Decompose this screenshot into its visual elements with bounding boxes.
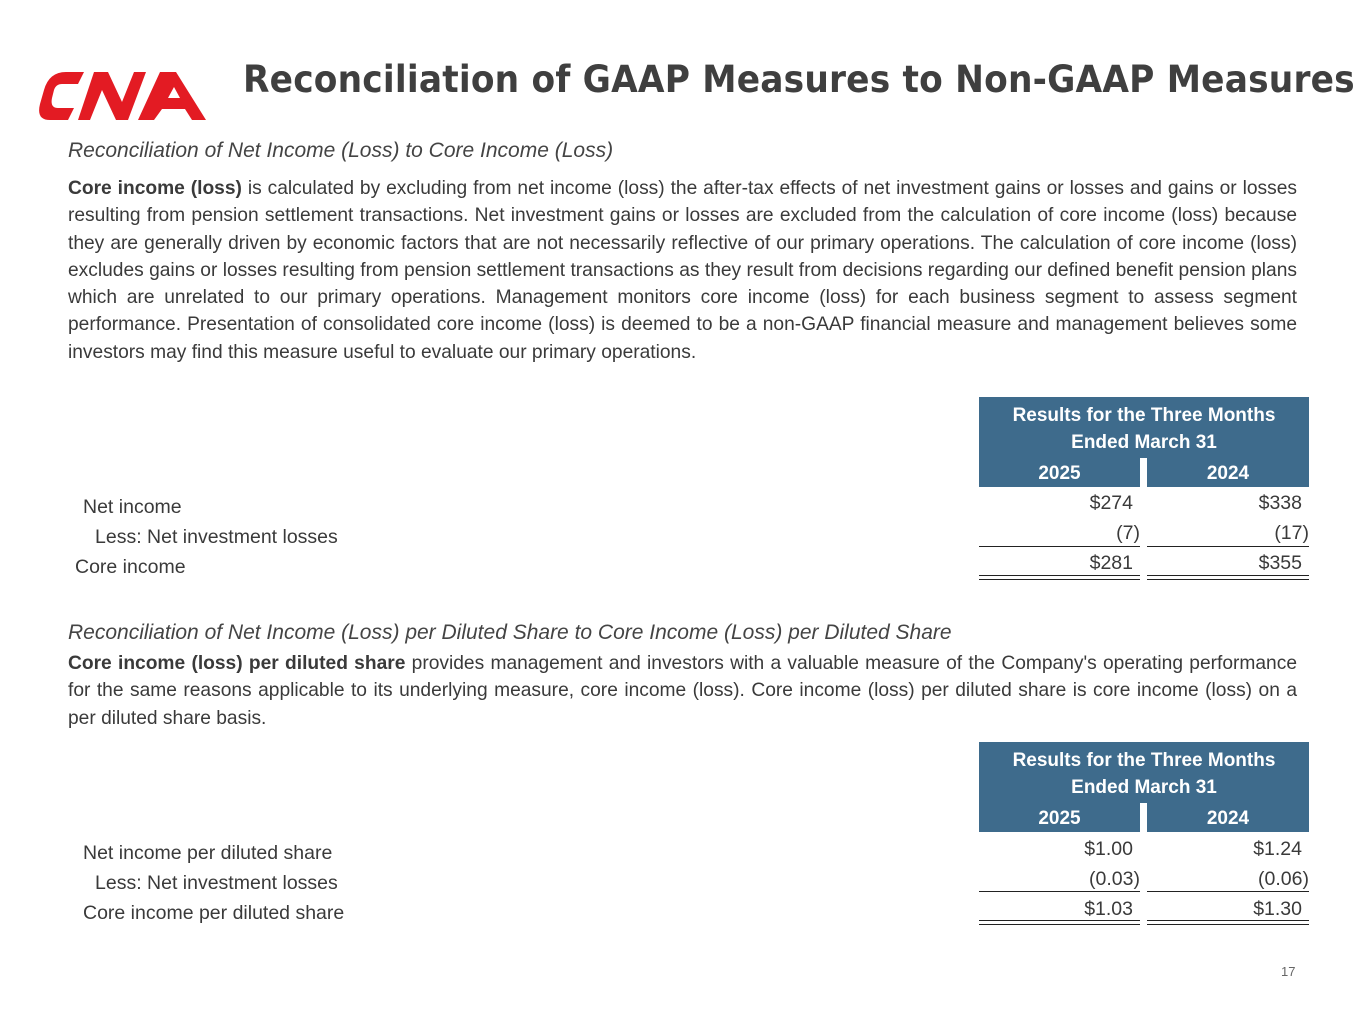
table2-header-line1: Results for the Three Months (1012, 750, 1276, 771)
section2-body: provides management and investors with a valuable measure of the Company's operating performance for the same reasons applicable to its underlying measure, core income (loss). Core income (loss) per diluted share is core income (loss) on a per diluted share basis. (68, 653, 1297, 729)
table2-value: $1.03 (1084, 898, 1133, 920)
table2-value: (0.03) (1089, 868, 1140, 890)
table1-year-2025: 2025 (979, 458, 1140, 487)
table1-double-underline (1147, 575, 1309, 580)
table2-underline (979, 891, 1140, 892)
table1-year-2024: 2024 (1147, 458, 1309, 487)
table1-value: $274 (1089, 492, 1133, 514)
table1-value: $281 (1089, 552, 1133, 574)
section2-bold-lead: Core income (loss) per diluted share (68, 653, 406, 674)
table1-row-label: Net income (83, 496, 182, 518)
table2-row-label: Net income per diluted share (83, 842, 333, 864)
table2-row-label: Less: Net investment losses (95, 872, 338, 894)
section1-body: is calculated by excluding from net income (loss) the after-tax effects of net investment gains or losses and gains or losses resulting from pension settlement transactions. Net investment gains or losses are excluded from the calculation of core income (loss) because they are generally driven by economic factors that are not necessarily reflective of our primary operations. The calculation of core income (loss) excludes gains or losses resulting from pension settlement transactions as they result from decisions regarding our defined benefit pension plans which are unrelated to our primary operations. Management monitors core income (loss) for each business segment to assess segment performance. Presentation of consolidated core income (loss) is deemed to be a non-GAAP financial measure and management believes some investors may find this measure useful to evaluate our primary operations. (68, 178, 1297, 363)
table1-header (979, 397, 1309, 458)
table2-value: $1.30 (1253, 898, 1302, 920)
table1-value: (17) (1274, 522, 1309, 544)
table2-double-underline (1147, 920, 1309, 925)
table1-header-line1: Results for the Three Months (1012, 405, 1276, 426)
table1-double-underline (979, 575, 1140, 580)
section1-bold-lead: Core income (loss) (68, 178, 242, 199)
table1-header-line2: Ended March 31 (1071, 432, 1217, 453)
section1-paragraph (68, 175, 1297, 366)
table2-value: $1.24 (1253, 838, 1302, 860)
table2-header-line2: Ended March 31 (1071, 777, 1217, 798)
section2-paragraph (68, 650, 1297, 732)
cna-logo (38, 68, 208, 124)
table1-underline (1147, 546, 1309, 547)
table1-row-label: Core income (75, 556, 186, 578)
table2-year-2024: 2024 (1147, 803, 1309, 832)
page-title: Reconciliation of GAAP Measures to Non-GAAP Measures (243, 58, 1355, 101)
section2-heading: Reconciliation of Net Income (Loss) per Diluted Share to Core Income (Loss) per Diluted Share (68, 621, 952, 644)
table1-value: $355 (1258, 552, 1302, 574)
section1-heading: Reconciliation of Net Income (Loss) to Core Income (Loss) (68, 139, 614, 162)
table1-underline (979, 546, 1140, 547)
table2-double-underline (979, 920, 1140, 925)
page-number: 17 (1281, 964, 1296, 979)
table2-underline (1147, 891, 1309, 892)
table1-value: $338 (1258, 492, 1302, 514)
table1-value: (7) (1116, 522, 1140, 544)
table2-row-label: Core income per diluted share (83, 902, 345, 924)
table2-header (979, 742, 1309, 803)
table2-value: (0.06) (1258, 868, 1309, 890)
table2-year-2025: 2025 (979, 803, 1140, 832)
table1-row-label: Less: Net investment losses (95, 526, 338, 548)
table2-value: $1.00 (1084, 838, 1133, 860)
